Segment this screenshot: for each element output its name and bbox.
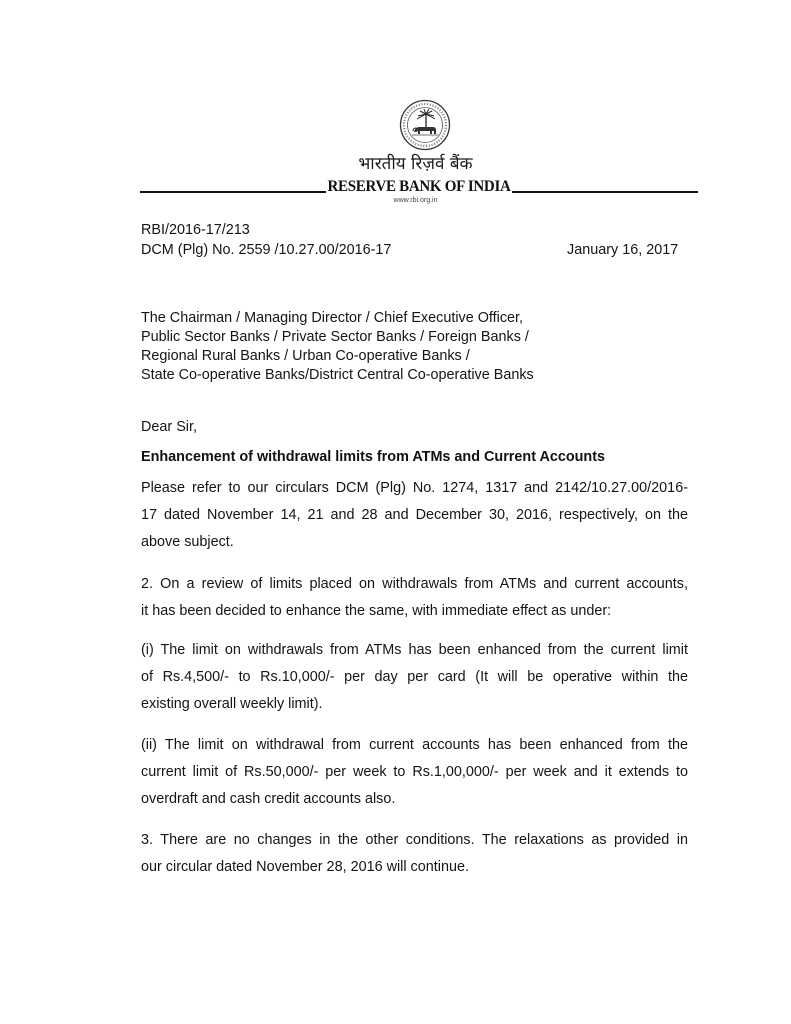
paragraph-line: (i) The limit on withdrawals from ATMs has been enhanced from the current limit — [141, 642, 688, 658]
right-rule-divider — [512, 191, 698, 193]
addressee-line: Public Sector Banks / Private Sector Banks / Foreign Banks / — [141, 329, 529, 345]
bank-name-english: RESERVE BANK OF INDIA — [327, 178, 511, 196]
addressee-line: Regional Rural Banks / Urban Co-operative Banks / — [141, 348, 470, 364]
addressee-line: State Co-operative Banks/District Central Co-operative Banks — [141, 367, 534, 383]
paragraph-line: current limit of Rs.50,000/- per week to Rs.1,00,000/- per week and it extends to — [141, 764, 688, 780]
paragraph-ii-current-account-limit — [141, 732, 688, 813]
paragraph-line: existing overall weekly limit). — [141, 696, 323, 712]
dcm-reference-number: DCM (Plg) No. 2559 /10.27.00/2016-17 — [141, 242, 392, 258]
website-link[interactable]: www.rbi.org.in — [393, 197, 438, 204]
paragraph-line: it has been decided to enhance the same, with immediate effect as under: — [141, 603, 612, 619]
paragraph-line: above subject. — [141, 534, 234, 550]
paragraph-2-review — [141, 571, 688, 625]
left-rule-divider — [140, 191, 326, 193]
bank-name-hindi: भारतीय रिज़र्व बैंक — [358, 154, 473, 174]
letterhead-banner — [140, 176, 698, 196]
circular-date: January 16, 2017 — [567, 242, 679, 258]
rbi-reference-number: RBI/2016-17/213 — [141, 222, 250, 238]
paragraph-i-atm-limit — [141, 637, 688, 718]
paragraph-line: (ii) The limit on withdrawal from current accounts has been enhanced from the — [141, 737, 688, 753]
paragraph-3-no-changes — [141, 827, 688, 881]
paragraph-line: 17 dated November 14, 21 and 28 and December 30, 2016, respectively, on the — [141, 507, 688, 523]
addressee-block — [141, 309, 534, 385]
paragraph-line: 3. There are no changes in the other conditions. The relaxations as provided in — [141, 832, 688, 848]
paragraph-line: our circular dated November 28, 2016 will continue. — [141, 859, 469, 875]
paragraph-reference — [141, 475, 688, 556]
subject-heading: Enhancement of withdrawal limits from ATMs and Current Accounts — [141, 449, 606, 465]
paragraph-line: overdraft and cash credit accounts also. — [141, 791, 396, 807]
addressee-line: The Chairman / Managing Director / Chief Executive Officer, — [141, 310, 524, 326]
paragraph-line: 2. On a review of limits placed on withdrawals from ATMs and current accounts, — [141, 576, 688, 592]
salutation: Dear Sir, — [141, 419, 197, 435]
rbi-emblem-icon — [399, 99, 451, 151]
paragraph-line: Please refer to our circulars DCM (Plg) No. 1274, 1317 and 2142/10.27.00/2016- — [141, 480, 688, 496]
paragraph-line: of Rs.4,500/- to Rs.10,000/- per day per card (It will be operative within the — [141, 669, 688, 685]
